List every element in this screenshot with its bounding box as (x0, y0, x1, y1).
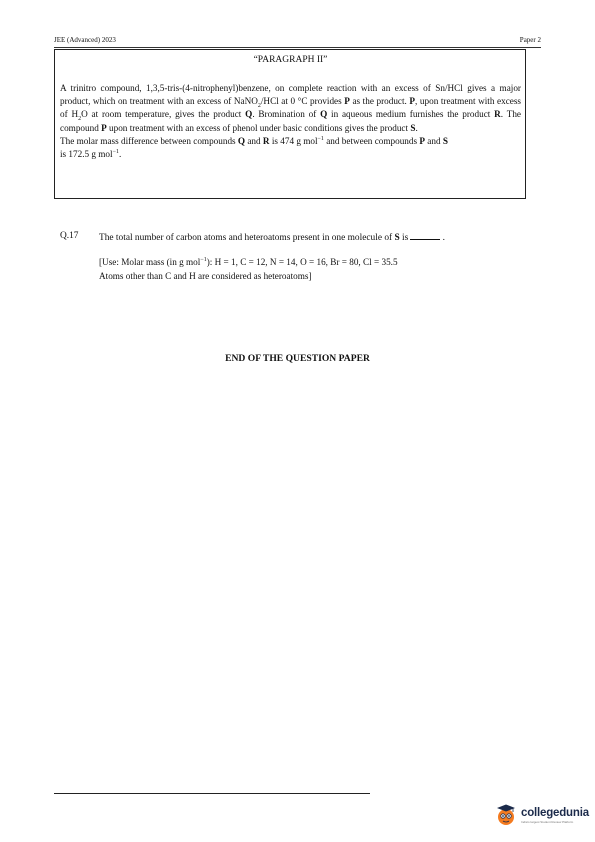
question-text: The total number of carbon atoms and heteroatoms present in one molecule of S is . (99, 233, 445, 243)
exam-name: JEE (Advanced) 2023 (54, 36, 116, 44)
question-17 (60, 231, 530, 283)
paragraph-box (54, 49, 526, 199)
use-note: [Use: Molar mass (in g mol$^{-1}$): H = 1, C = 12, N = 14, O = 16, Br = 80, Cl = 35.5 Atoms other than C and H are considered as heteroatoms] (99, 256, 398, 281)
header-divider (54, 47, 541, 48)
answer-blank (410, 231, 440, 240)
graduate-mascot-icon (494, 803, 518, 827)
logo-tagline: India's largest Student Review Platform (521, 819, 574, 824)
footer-divider (54, 793, 370, 794)
page-header (54, 36, 541, 44)
end-of-paper: END OF THE QUESTION PAPER (225, 353, 370, 364)
collegedunia-logo (494, 800, 594, 830)
logo-name: collegedunia (521, 806, 589, 819)
paragraph-text: A trinitro compound, 1,3,5-tris-(4-nitrophenyl)benzene, on complete reaction with an excess of Sn/HCl gives a major product, which on treatment with an excess of NaNO$_2$/HCl at 0 °C provides P as the product. P, upon treatment with excess of $H_2O$ at room temperature, gives the product Q. Bromination of Q in aqueous medium furnishes the product R. The compound P upon treatment with an excess of phenol under basic conditions gives the product S. The molar mass difference between compounds Q and R is 474 g mol$^{-1}$ and between compounds P and S is 172.5 g mol$^{-1}$. (60, 83, 521, 160)
paragraph-title: “PARAGRAPH II” (253, 55, 328, 65)
paper-number: Paper 2 (519, 36, 541, 44)
question-number: Q.17 (60, 231, 79, 241)
